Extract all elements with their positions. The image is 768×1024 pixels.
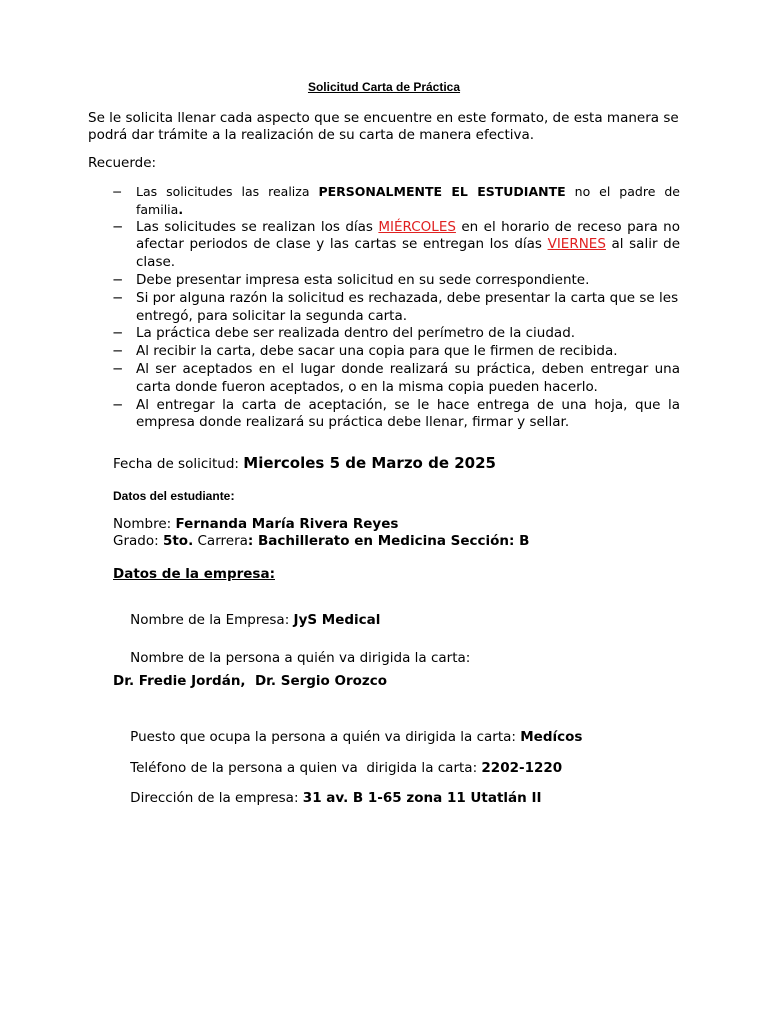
rule-item <box>112 290 680 326</box>
rule-emphasis: PERSONALMENTE EL ESTUDIANTE <box>318 184 566 199</box>
rule-text: Al entregar la carta de aceptación, se le hace entrega de una hoja, que la empresa donde realizará su práctica debe llenar, firmar y sellar. <box>136 396 680 431</box>
student-heading-colon: : <box>230 488 235 503</box>
student-grade-row <box>113 533 529 550</box>
recipient-names: Dr. Fredie Jordán, Dr. Sergio Orozco <box>113 673 388 689</box>
rule-item <box>112 183 680 219</box>
dash-bullet: − <box>112 360 124 377</box>
student-name-value: Fernanda María Rivera Reyes <box>175 516 399 532</box>
student-name-label: Nombre: <box>113 516 176 532</box>
company-name-label: Nombre de la Empresa: <box>130 612 294 628</box>
dash-bullet: − <box>112 289 124 306</box>
dash-bullet: − <box>112 343 124 360</box>
highlight-day-wednesday: MIÉRCOLES <box>378 218 456 235</box>
recipient-label: Nombre de la persona a quién va dirigida la carta: <box>130 650 471 666</box>
rule-text: Las solicitudes se realizan los días <box>136 218 379 235</box>
student-career-label: Carrera <box>193 533 248 549</box>
company-name-value: JyS Medical <box>293 612 381 628</box>
company-address-row <box>113 773 542 824</box>
rule-item <box>112 219 680 272</box>
recipient-position-label: Puesto que ocupa la persona a quién va dirigida la carta: <box>130 729 521 745</box>
fecha-value: Miercoles 5 de Marzo de 2025 <box>243 454 496 472</box>
recipient-phone-value: 2202-1220 <box>481 760 563 776</box>
student-grade-value: 5to. <box>162 533 194 549</box>
rule-text: en el horario de receso para no afectar periodos de clase y las cartas se entregan los días <box>136 218 680 253</box>
dash-bullet: − <box>112 184 123 199</box>
rule-item <box>112 361 680 397</box>
rule-text: Al recibir la carta, debe sacar una copia para que le firmen de recibida. <box>136 343 618 360</box>
fecha-solicitud <box>113 453 496 474</box>
rule-text: Las solicitudes las realiza <box>136 184 319 199</box>
company-section-heading: Datos de la empresa: <box>113 566 275 582</box>
rule-text: Al ser aceptados en el lugar donde realizará su práctica, deben entregar una carta donde fueron aceptados, o en la misma copia pueden hacerlo. <box>136 360 680 395</box>
highlight-day-friday: VIERNES <box>547 236 606 253</box>
recipient-position-value: Medícos <box>520 729 583 745</box>
student-name-row <box>113 516 529 533</box>
rule-period: . <box>178 201 184 217</box>
dash-bullet: − <box>112 218 124 235</box>
rule-text: Debe presentar impresa esta solicitud en su sede correspondiente. <box>136 271 590 288</box>
dash-bullet: − <box>112 271 124 288</box>
student-career-value: : Bachillerato en Medicina Sección: B <box>247 533 530 549</box>
intro-paragraph: Se le solicita llenar cada aspecto que se encuentre en este formato, de esta manera se podrá dar trámite a la realización de su carta de manera efectiva. <box>88 110 679 143</box>
rule-item <box>112 397 680 433</box>
dash-bullet: − <box>112 396 124 413</box>
recuerde-label: Recuerde: <box>88 155 157 171</box>
rule-text: Si por alguna razón la solicitud es rechazada, debe presentar la carta que se les entregó, para solicitar la segunda carta. <box>136 289 679 324</box>
rule-text: La práctica debe ser realizada dentro del perímetro de la ciudad. <box>136 325 576 342</box>
company-address-label: Dirección de la empresa: <box>130 790 303 806</box>
company-address-value: 31 av. B 1-65 zona 11 Utatlán II <box>302 790 542 806</box>
student-section-heading <box>113 488 235 504</box>
student-details <box>113 516 529 550</box>
student-grade-label: Grado: <box>113 533 163 549</box>
document-title: Solicitud Carta de Práctica <box>307 80 461 94</box>
rules-list <box>112 183 680 432</box>
rule-text: al salir de clase. <box>136 236 680 271</box>
rule-item <box>112 343 680 361</box>
recipient-phone-label: Teléfono de la persona a quien va dirigida la carta: <box>130 760 482 776</box>
student-heading-text: Datos del estudiante <box>113 489 231 503</box>
fecha-label: Fecha de solicitud: <box>113 456 244 472</box>
rule-text: no el padre de familia <box>136 184 680 217</box>
rule-item <box>112 325 680 343</box>
rule-item <box>112 272 680 290</box>
dash-bullet: − <box>112 325 124 342</box>
